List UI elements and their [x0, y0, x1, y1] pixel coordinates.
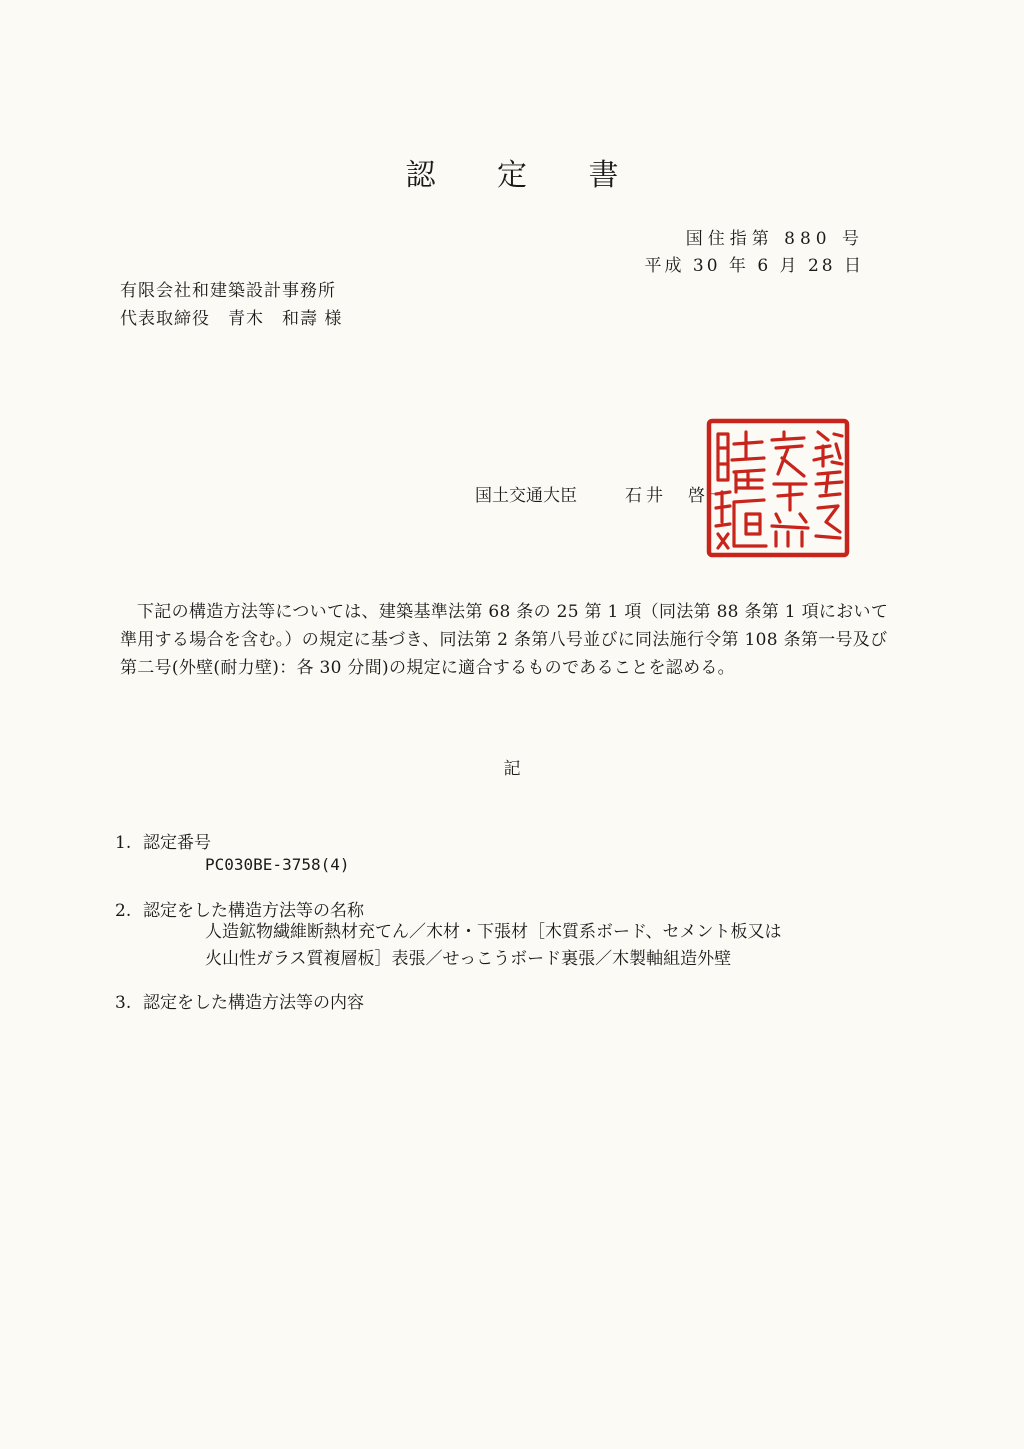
certification-statement: 下記の構造方法等については、建築基準法第 68 条の 25 第 1 項（同法第 88 条第 1 項において準用する場合を含む。）の規定に基づき、同法第 2 条第八号並びに同法施行令第 108 条第一号及び第二号(外壁(耐力壁)：各 30 分間)の規定に適合するものであることを認める。	[120, 602, 889, 678]
item-3-heading	[115, 988, 364, 1013]
item-1-heading	[115, 828, 211, 853]
certification-number: PC030BE-3758(4)	[205, 855, 350, 874]
issuer-title: 国土交通大臣	[475, 486, 577, 506]
document-title: 認 定 書	[405, 158, 645, 193]
reference-number: 国住指第 880 号	[685, 229, 864, 249]
item-number: 3.	[115, 993, 132, 1013]
recipient-company: 有限会社和建築設計事務所	[120, 281, 336, 301]
item-number: 2.	[115, 901, 132, 921]
item-heading-text: 認定をした構造方法等の内容	[143, 993, 364, 1013]
item-heading-text: 認定をした構造方法等の名称	[143, 901, 364, 921]
issue-date: 平成 30 年 6 月 28 日	[644, 256, 864, 276]
item-heading-text: 認定番号	[143, 833, 211, 853]
item-number: 1.	[115, 833, 132, 853]
method-name-line-2: 火山性ガラス質複層板］表張／せっこうボード裏張／木製軸組造外壁	[205, 949, 732, 969]
issuer-name: 石井 啓一	[625, 486, 730, 506]
ki-heading: 記	[503, 759, 521, 779]
official-seal-stamp	[706, 418, 850, 558]
recipient-representative: 代表取締役 青木 和壽 様	[120, 309, 343, 329]
method-name-line-1: 人造鉱物繊維断熱材充てん／木材・下張材［木質系ボード、セメント板又は	[205, 922, 782, 942]
